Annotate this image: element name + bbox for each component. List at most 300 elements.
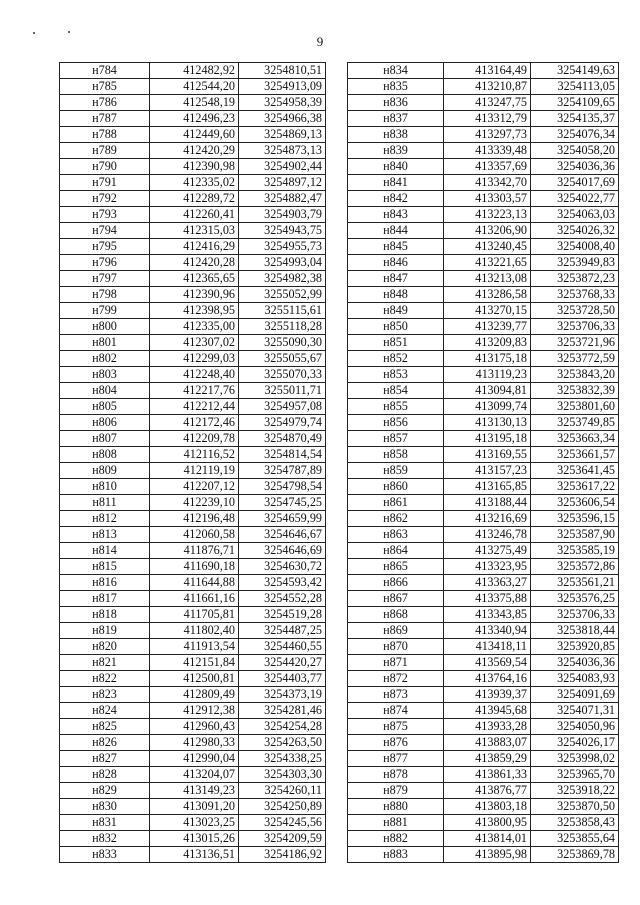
table-row bbox=[60, 831, 326, 847]
table-row bbox=[60, 447, 326, 463]
point-id-cell: н845 bbox=[348, 239, 444, 255]
y-coordinate-cell: 3253772,59 bbox=[531, 351, 619, 367]
point-id-cell: н822 bbox=[60, 671, 150, 687]
table-row bbox=[60, 575, 326, 591]
y-coordinate-cell: 3254902,44 bbox=[239, 159, 326, 175]
y-coordinate-cell: 3253949,83 bbox=[531, 255, 619, 271]
table-row bbox=[348, 143, 619, 159]
x-coordinate-cell: 412390,98 bbox=[150, 159, 239, 175]
table-row bbox=[348, 671, 619, 687]
point-id-cell: н847 bbox=[348, 271, 444, 287]
table-row bbox=[60, 399, 326, 415]
point-id-cell: н793 bbox=[60, 207, 150, 223]
table-row bbox=[348, 415, 619, 431]
x-coordinate-cell: 412119,19 bbox=[150, 463, 239, 479]
x-coordinate-cell: 413859,29 bbox=[444, 751, 531, 767]
point-id-cell: н870 bbox=[348, 639, 444, 655]
x-coordinate-cell: 412335,00 bbox=[150, 319, 239, 335]
y-coordinate-cell: 3254026,17 bbox=[531, 735, 619, 751]
table-row bbox=[60, 207, 326, 223]
table-row bbox=[60, 159, 326, 175]
y-coordinate-cell: 3254058,20 bbox=[531, 143, 619, 159]
table-row bbox=[60, 143, 326, 159]
table-row bbox=[348, 639, 619, 655]
table-row bbox=[60, 239, 326, 255]
y-coordinate-cell: 3253661,57 bbox=[531, 447, 619, 463]
point-id-cell: н874 bbox=[348, 703, 444, 719]
point-id-cell: н869 bbox=[348, 623, 444, 639]
x-coordinate-cell: 412207,12 bbox=[150, 479, 239, 495]
point-id-cell: н868 bbox=[348, 607, 444, 623]
x-coordinate-cell: 412416,29 bbox=[150, 239, 239, 255]
table-row bbox=[60, 815, 326, 831]
point-id-cell: н791 bbox=[60, 175, 150, 191]
y-coordinate-cell: 3254091,69 bbox=[531, 687, 619, 703]
table-row bbox=[60, 671, 326, 687]
y-coordinate-cell: 3254263,50 bbox=[239, 735, 326, 751]
x-coordinate-cell: 412196,48 bbox=[150, 511, 239, 527]
x-coordinate-cell: 412172,46 bbox=[150, 415, 239, 431]
y-coordinate-cell: 3254870,49 bbox=[239, 431, 326, 447]
x-coordinate-cell: 413800,95 bbox=[444, 815, 531, 831]
table-row bbox=[60, 847, 326, 863]
x-coordinate-cell: 412365,65 bbox=[150, 271, 239, 287]
point-id-cell: н867 bbox=[348, 591, 444, 607]
y-coordinate-cell: 3253572,86 bbox=[531, 559, 619, 575]
table-row bbox=[348, 607, 619, 623]
y-coordinate-cell: 3253663,34 bbox=[531, 431, 619, 447]
x-coordinate-cell: 413221,65 bbox=[444, 255, 531, 271]
y-coordinate-cell: 3254186,92 bbox=[239, 847, 326, 863]
table-row bbox=[60, 175, 326, 191]
table-row bbox=[348, 719, 619, 735]
x-coordinate-cell: 413270,15 bbox=[444, 303, 531, 319]
point-id-cell: н817 bbox=[60, 591, 150, 607]
y-coordinate-cell: 3254810,51 bbox=[239, 63, 326, 79]
x-coordinate-cell: 411876,71 bbox=[150, 543, 239, 559]
table-row bbox=[60, 799, 326, 815]
x-coordinate-cell: 412482,92 bbox=[150, 63, 239, 79]
table-row bbox=[348, 527, 619, 543]
table-row bbox=[348, 783, 619, 799]
point-id-cell: н852 bbox=[348, 351, 444, 367]
x-coordinate-cell: 412980,33 bbox=[150, 735, 239, 751]
x-coordinate-cell: 412544,20 bbox=[150, 79, 239, 95]
point-id-cell: н855 bbox=[348, 399, 444, 415]
x-coordinate-cell: 412060,58 bbox=[150, 527, 239, 543]
y-coordinate-cell: 3254460,55 bbox=[239, 639, 326, 655]
table-row bbox=[348, 255, 619, 271]
y-coordinate-cell: 3254209,59 bbox=[239, 831, 326, 847]
table-row bbox=[348, 479, 619, 495]
x-coordinate-cell: 413136,51 bbox=[150, 847, 239, 863]
point-id-cell: н842 bbox=[348, 191, 444, 207]
x-coordinate-cell: 412239,10 bbox=[150, 495, 239, 511]
point-id-cell: н834 bbox=[348, 63, 444, 79]
x-coordinate-cell: 411802,40 bbox=[150, 623, 239, 639]
point-id-cell: н790 bbox=[60, 159, 150, 175]
point-id-cell: н795 bbox=[60, 239, 150, 255]
y-coordinate-cell: 3254979,74 bbox=[239, 415, 326, 431]
point-id-cell: н879 bbox=[348, 783, 444, 799]
x-coordinate-cell: 413247,75 bbox=[444, 95, 531, 111]
table-row bbox=[60, 63, 326, 79]
y-coordinate-cell: 3253832,39 bbox=[531, 383, 619, 399]
table-row bbox=[60, 687, 326, 703]
y-coordinate-cell: 3254593,42 bbox=[239, 575, 326, 591]
y-coordinate-cell: 3254913,09 bbox=[239, 79, 326, 95]
x-coordinate-cell: 412248,40 bbox=[150, 367, 239, 383]
x-coordinate-cell: 412151,84 bbox=[150, 655, 239, 671]
y-coordinate-cell: 3253749,85 bbox=[531, 415, 619, 431]
point-id-cell: н808 bbox=[60, 447, 150, 463]
y-coordinate-cell: 3254260,11 bbox=[239, 783, 326, 799]
point-id-cell: н853 bbox=[348, 367, 444, 383]
point-id-cell: н784 bbox=[60, 63, 150, 79]
y-coordinate-cell: 3254814,54 bbox=[239, 447, 326, 463]
x-coordinate-cell: 412420,28 bbox=[150, 255, 239, 271]
y-coordinate-cell: 3254135,37 bbox=[531, 111, 619, 127]
point-id-cell: н878 bbox=[348, 767, 444, 783]
point-id-cell: н811 bbox=[60, 495, 150, 511]
table-row bbox=[348, 495, 619, 511]
point-id-cell: н866 bbox=[348, 575, 444, 591]
x-coordinate-cell: 413303,57 bbox=[444, 191, 531, 207]
point-id-cell: н825 bbox=[60, 719, 150, 735]
y-coordinate-cell: 3253728,50 bbox=[531, 303, 619, 319]
point-id-cell: н788 bbox=[60, 127, 150, 143]
y-coordinate-cell: 3253617,22 bbox=[531, 479, 619, 495]
y-coordinate-cell: 3253869,78 bbox=[531, 847, 619, 863]
point-id-cell: н857 bbox=[348, 431, 444, 447]
table-row bbox=[348, 271, 619, 287]
y-coordinate-cell: 3253843,20 bbox=[531, 367, 619, 383]
point-id-cell: н881 bbox=[348, 815, 444, 831]
table-row bbox=[60, 95, 326, 111]
y-coordinate-cell: 3255115,61 bbox=[239, 303, 326, 319]
y-coordinate-cell: 3254338,25 bbox=[239, 751, 326, 767]
x-coordinate-cell: 413023,25 bbox=[150, 815, 239, 831]
x-coordinate-cell: 413015,26 bbox=[150, 831, 239, 847]
x-coordinate-cell: 412500,81 bbox=[150, 671, 239, 687]
point-id-cell: н843 bbox=[348, 207, 444, 223]
point-id-cell: н848 bbox=[348, 287, 444, 303]
point-id-cell: н875 bbox=[348, 719, 444, 735]
x-coordinate-cell: 413213,08 bbox=[444, 271, 531, 287]
y-coordinate-cell: 3253706,33 bbox=[531, 319, 619, 335]
x-coordinate-cell: 413099,74 bbox=[444, 399, 531, 415]
y-coordinate-cell: 3253706,33 bbox=[531, 607, 619, 623]
y-coordinate-cell: 3254050,96 bbox=[531, 719, 619, 735]
table-row bbox=[348, 383, 619, 399]
x-coordinate-cell: 413165,85 bbox=[444, 479, 531, 495]
table-row bbox=[60, 783, 326, 799]
point-id-cell: н851 bbox=[348, 335, 444, 351]
point-id-cell: н833 bbox=[60, 847, 150, 863]
point-id-cell: н873 bbox=[348, 687, 444, 703]
y-coordinate-cell: 3254303,30 bbox=[239, 767, 326, 783]
point-id-cell: н821 bbox=[60, 655, 150, 671]
table-row bbox=[348, 751, 619, 767]
y-coordinate-cell: 3254982,38 bbox=[239, 271, 326, 287]
table-row bbox=[348, 303, 619, 319]
point-id-cell: н806 bbox=[60, 415, 150, 431]
point-id-cell: н864 bbox=[348, 543, 444, 559]
x-coordinate-cell: 413169,55 bbox=[444, 447, 531, 463]
y-coordinate-cell: 3253818,44 bbox=[531, 623, 619, 639]
x-coordinate-cell: 412548,19 bbox=[150, 95, 239, 111]
x-coordinate-cell: 412260,41 bbox=[150, 207, 239, 223]
point-id-cell: н827 bbox=[60, 751, 150, 767]
table-row bbox=[348, 511, 619, 527]
x-coordinate-cell: 412335,02 bbox=[150, 175, 239, 191]
point-id-cell: н792 bbox=[60, 191, 150, 207]
x-coordinate-cell: 412116,52 bbox=[150, 447, 239, 463]
point-id-cell: н803 bbox=[60, 367, 150, 383]
point-id-cell: н877 bbox=[348, 751, 444, 767]
y-coordinate-cell: 3253596,15 bbox=[531, 511, 619, 527]
point-id-cell: н850 bbox=[348, 319, 444, 335]
table-row bbox=[348, 79, 619, 95]
y-coordinate-cell: 3253576,25 bbox=[531, 591, 619, 607]
table-row bbox=[60, 271, 326, 287]
x-coordinate-cell: 413210,87 bbox=[444, 79, 531, 95]
y-coordinate-cell: 3254646,67 bbox=[239, 527, 326, 543]
table-row bbox=[348, 447, 619, 463]
table-row bbox=[348, 463, 619, 479]
x-coordinate-cell: 413340,94 bbox=[444, 623, 531, 639]
table-row bbox=[60, 431, 326, 447]
y-coordinate-cell: 3254026,32 bbox=[531, 223, 619, 239]
point-id-cell: н824 bbox=[60, 703, 150, 719]
y-coordinate-cell: 3254083,93 bbox=[531, 671, 619, 687]
x-coordinate-cell: 413164,49 bbox=[444, 63, 531, 79]
point-id-cell: н787 bbox=[60, 111, 150, 127]
y-coordinate-cell: 3253801,60 bbox=[531, 399, 619, 415]
y-coordinate-cell: 3254420,27 bbox=[239, 655, 326, 671]
y-coordinate-cell: 3254957,08 bbox=[239, 399, 326, 415]
y-coordinate-cell: 3254798,54 bbox=[239, 479, 326, 495]
table-row bbox=[348, 95, 619, 111]
scan-speck bbox=[68, 31, 70, 33]
point-id-cell: н844 bbox=[348, 223, 444, 239]
point-id-cell: н800 bbox=[60, 319, 150, 335]
table-row bbox=[348, 351, 619, 367]
point-id-cell: н804 bbox=[60, 383, 150, 399]
y-coordinate-cell: 3254487,25 bbox=[239, 623, 326, 639]
y-coordinate-cell: 3254063,03 bbox=[531, 207, 619, 223]
point-id-cell: н858 bbox=[348, 447, 444, 463]
point-id-cell: н837 bbox=[348, 111, 444, 127]
y-coordinate-cell: 3254993,04 bbox=[239, 255, 326, 271]
table-row bbox=[60, 543, 326, 559]
table-row bbox=[348, 831, 619, 847]
table-row bbox=[348, 399, 619, 415]
x-coordinate-cell: 412315,03 bbox=[150, 223, 239, 239]
y-coordinate-cell: 3254787,89 bbox=[239, 463, 326, 479]
point-id-cell: н832 bbox=[60, 831, 150, 847]
y-coordinate-cell: 3254745,25 bbox=[239, 495, 326, 511]
table-row bbox=[60, 623, 326, 639]
table-row bbox=[60, 751, 326, 767]
x-coordinate-cell: 413803,18 bbox=[444, 799, 531, 815]
x-coordinate-cell: 413814,01 bbox=[444, 831, 531, 847]
table-row bbox=[60, 495, 326, 511]
point-id-cell: н841 bbox=[348, 175, 444, 191]
table-row bbox=[348, 335, 619, 351]
point-id-cell: н823 bbox=[60, 687, 150, 703]
x-coordinate-cell: 413149,23 bbox=[150, 783, 239, 799]
table-row bbox=[348, 207, 619, 223]
table-row bbox=[60, 255, 326, 271]
table-row bbox=[60, 463, 326, 479]
table-row bbox=[60, 111, 326, 127]
y-coordinate-cell: 3254036,36 bbox=[531, 655, 619, 671]
table-row bbox=[60, 319, 326, 335]
y-coordinate-cell: 3254958,39 bbox=[239, 95, 326, 111]
x-coordinate-cell: 412420,29 bbox=[150, 143, 239, 159]
x-coordinate-cell: 413239,77 bbox=[444, 319, 531, 335]
y-coordinate-cell: 3254250,89 bbox=[239, 799, 326, 815]
x-coordinate-cell: 413883,07 bbox=[444, 735, 531, 751]
y-coordinate-cell: 3254873,13 bbox=[239, 143, 326, 159]
table-row bbox=[60, 591, 326, 607]
point-id-cell: н854 bbox=[348, 383, 444, 399]
point-id-cell: н840 bbox=[348, 159, 444, 175]
table-row bbox=[348, 159, 619, 175]
y-coordinate-cell: 3254630,72 bbox=[239, 559, 326, 575]
point-id-cell: н830 bbox=[60, 799, 150, 815]
y-coordinate-cell: 3253870,50 bbox=[531, 799, 619, 815]
x-coordinate-cell: 413569,54 bbox=[444, 655, 531, 671]
point-id-cell: н871 bbox=[348, 655, 444, 671]
y-coordinate-cell: 3254022,77 bbox=[531, 191, 619, 207]
x-coordinate-cell: 413094,81 bbox=[444, 383, 531, 399]
table-row bbox=[348, 703, 619, 719]
y-coordinate-cell: 3254659,99 bbox=[239, 511, 326, 527]
y-coordinate-cell: 3254071,31 bbox=[531, 703, 619, 719]
y-coordinate-cell: 3253855,64 bbox=[531, 831, 619, 847]
point-id-cell: н872 bbox=[348, 671, 444, 687]
y-coordinate-cell: 3254903,79 bbox=[239, 207, 326, 223]
table-row bbox=[348, 591, 619, 607]
x-coordinate-cell: 413939,37 bbox=[444, 687, 531, 703]
x-coordinate-cell: 413876,77 bbox=[444, 783, 531, 799]
table-row bbox=[60, 719, 326, 735]
x-coordinate-cell: 413323,95 bbox=[444, 559, 531, 575]
x-coordinate-cell: 413933,28 bbox=[444, 719, 531, 735]
point-id-cell: н799 bbox=[60, 303, 150, 319]
table-row bbox=[348, 111, 619, 127]
x-coordinate-cell: 412496,23 bbox=[150, 111, 239, 127]
point-id-cell: н862 bbox=[348, 511, 444, 527]
table-row bbox=[348, 367, 619, 383]
x-coordinate-cell: 413297,73 bbox=[444, 127, 531, 143]
point-id-cell: н801 bbox=[60, 335, 150, 351]
point-id-cell: н829 bbox=[60, 783, 150, 799]
y-coordinate-cell: 3253920,85 bbox=[531, 639, 619, 655]
y-coordinate-cell: 3254943,75 bbox=[239, 223, 326, 239]
x-coordinate-cell: 413130,13 bbox=[444, 415, 531, 431]
point-id-cell: н859 bbox=[348, 463, 444, 479]
x-coordinate-cell: 412307,02 bbox=[150, 335, 239, 351]
point-id-cell: н786 bbox=[60, 95, 150, 111]
point-id-cell: н814 bbox=[60, 543, 150, 559]
y-coordinate-cell: 3254869,13 bbox=[239, 127, 326, 143]
table-row bbox=[60, 127, 326, 143]
y-coordinate-cell: 3254882,47 bbox=[239, 191, 326, 207]
point-id-cell: н798 bbox=[60, 287, 150, 303]
x-coordinate-cell: 413275,49 bbox=[444, 543, 531, 559]
page-number: 9 bbox=[316, 34, 324, 49]
x-coordinate-cell: 413286,58 bbox=[444, 287, 531, 303]
table-row bbox=[348, 191, 619, 207]
y-coordinate-cell: 3254008,40 bbox=[531, 239, 619, 255]
coordinates-table-right bbox=[347, 62, 619, 863]
point-id-cell: н807 bbox=[60, 431, 150, 447]
point-id-cell: н809 bbox=[60, 463, 150, 479]
y-coordinate-cell: 3254254,28 bbox=[239, 719, 326, 735]
table-row bbox=[60, 415, 326, 431]
table-row bbox=[60, 479, 326, 495]
table-row bbox=[60, 287, 326, 303]
x-coordinate-cell: 413343,85 bbox=[444, 607, 531, 623]
y-coordinate-cell: 3253998,02 bbox=[531, 751, 619, 767]
table-row bbox=[348, 559, 619, 575]
y-coordinate-cell: 3254373,19 bbox=[239, 687, 326, 703]
point-id-cell: н883 bbox=[348, 847, 444, 863]
table-row bbox=[60, 511, 326, 527]
table-row bbox=[348, 127, 619, 143]
y-coordinate-cell: 3253641,45 bbox=[531, 463, 619, 479]
y-coordinate-cell: 3255055,67 bbox=[239, 351, 326, 367]
table-row bbox=[60, 735, 326, 751]
y-coordinate-cell: 3253768,33 bbox=[531, 287, 619, 303]
table-row bbox=[60, 607, 326, 623]
y-coordinate-cell: 3254113,05 bbox=[531, 79, 619, 95]
point-id-cell: н882 bbox=[348, 831, 444, 847]
table-row bbox=[60, 223, 326, 239]
y-coordinate-cell: 3254955,73 bbox=[239, 239, 326, 255]
point-id-cell: н826 bbox=[60, 735, 150, 751]
x-coordinate-cell: 411913,54 bbox=[150, 639, 239, 655]
x-coordinate-cell: 411690,18 bbox=[150, 559, 239, 575]
y-coordinate-cell: 3255118,28 bbox=[239, 319, 326, 335]
table-row bbox=[60, 367, 326, 383]
x-coordinate-cell: 413206,90 bbox=[444, 223, 531, 239]
table-row bbox=[60, 767, 326, 783]
table-row bbox=[348, 687, 619, 703]
x-coordinate-cell: 412212,44 bbox=[150, 399, 239, 415]
table-row bbox=[348, 223, 619, 239]
x-coordinate-cell: 413895,98 bbox=[444, 847, 531, 863]
x-coordinate-cell: 413240,45 bbox=[444, 239, 531, 255]
y-coordinate-cell: 3254017,69 bbox=[531, 175, 619, 191]
table-row bbox=[60, 335, 326, 351]
x-coordinate-cell: 411705,81 bbox=[150, 607, 239, 623]
point-id-cell: н813 bbox=[60, 527, 150, 543]
x-coordinate-cell: 413363,27 bbox=[444, 575, 531, 591]
point-id-cell: н831 bbox=[60, 815, 150, 831]
x-coordinate-cell: 413357,69 bbox=[444, 159, 531, 175]
table-row bbox=[348, 767, 619, 783]
table-row bbox=[60, 351, 326, 367]
point-id-cell: н861 bbox=[348, 495, 444, 511]
x-coordinate-cell: 413157,23 bbox=[444, 463, 531, 479]
y-coordinate-cell: 3254519,28 bbox=[239, 607, 326, 623]
point-id-cell: н876 bbox=[348, 735, 444, 751]
y-coordinate-cell: 3254966,38 bbox=[239, 111, 326, 127]
